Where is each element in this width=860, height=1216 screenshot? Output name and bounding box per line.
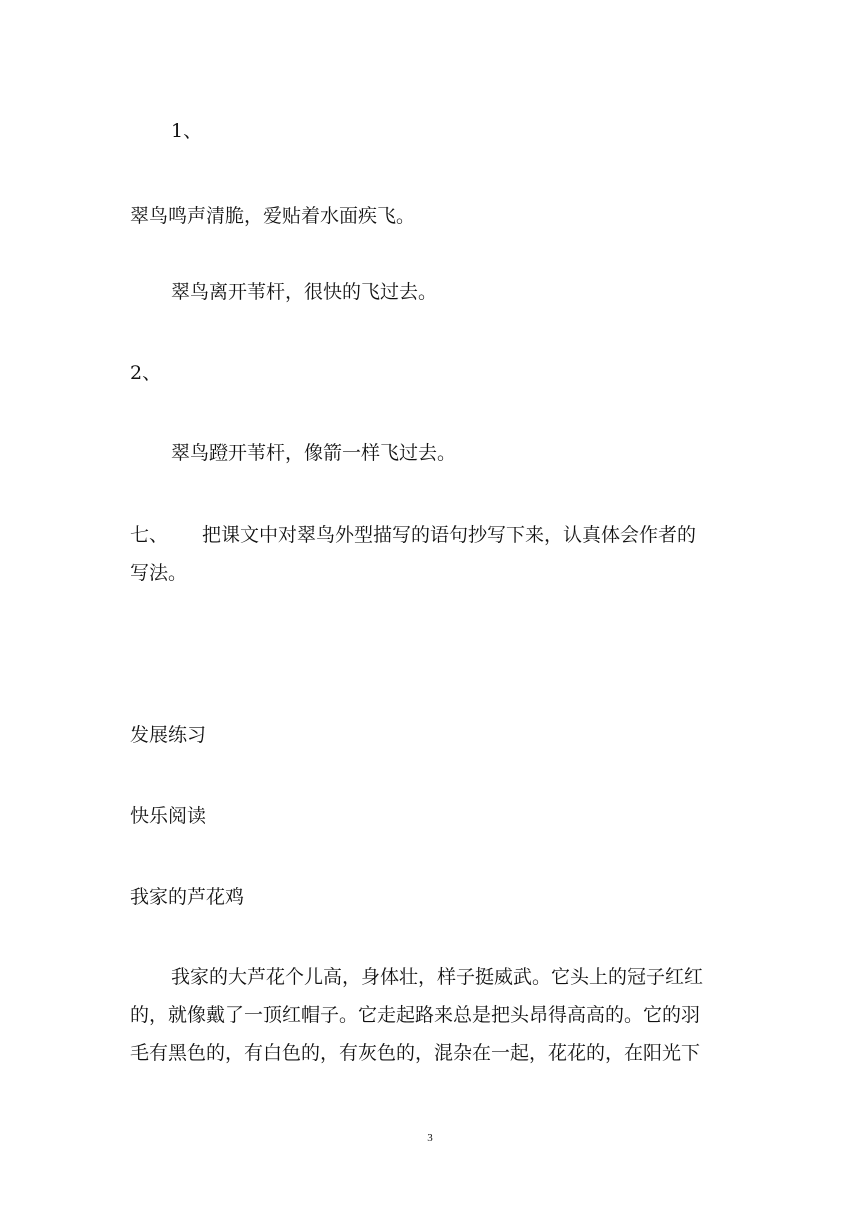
- question-7-text-line2: 写法。: [130, 562, 188, 584]
- question-7-text-line1: 把课文中对翠鸟外型描写的语句抄写下来，认真体会作者的: [202, 524, 697, 546]
- passage-title: 我家的芦花鸡: [130, 886, 245, 908]
- section-heading: 发展练习: [130, 724, 207, 746]
- passage-line-3: 毛有黑色的，有白色的，有灰色的，混杂在一起，花花的，在阳光下: [130, 1042, 701, 1064]
- question-7: [130, 516, 740, 554]
- sentence-kick-reed: 翠鸟蹬开苇杆，像箭一样飞过去。: [171, 442, 457, 464]
- passage-line-2: 的，就像戴了一顶红帽子。它走起路来总是把头昂得高高的。它的羽: [130, 1004, 701, 1026]
- question-7-number: 七、: [130, 524, 169, 546]
- sentence-leave-reed: 翠鸟离开苇杆，很快的飞过去。: [171, 281, 438, 303]
- item-number-2: 2、: [130, 362, 162, 384]
- page-number: 3: [427, 1132, 433, 1144]
- passage-line-1: 我家的大芦花个儿高，身体壮，样子挺威武。它头上的冠子红红: [171, 966, 704, 988]
- item-number-1: 1、: [171, 120, 203, 142]
- sentence-crisp-call: 翠鸟鸣声清脆，爱贴着水面疾飞。: [130, 205, 416, 227]
- section-subheading: 快乐阅读: [130, 805, 207, 827]
